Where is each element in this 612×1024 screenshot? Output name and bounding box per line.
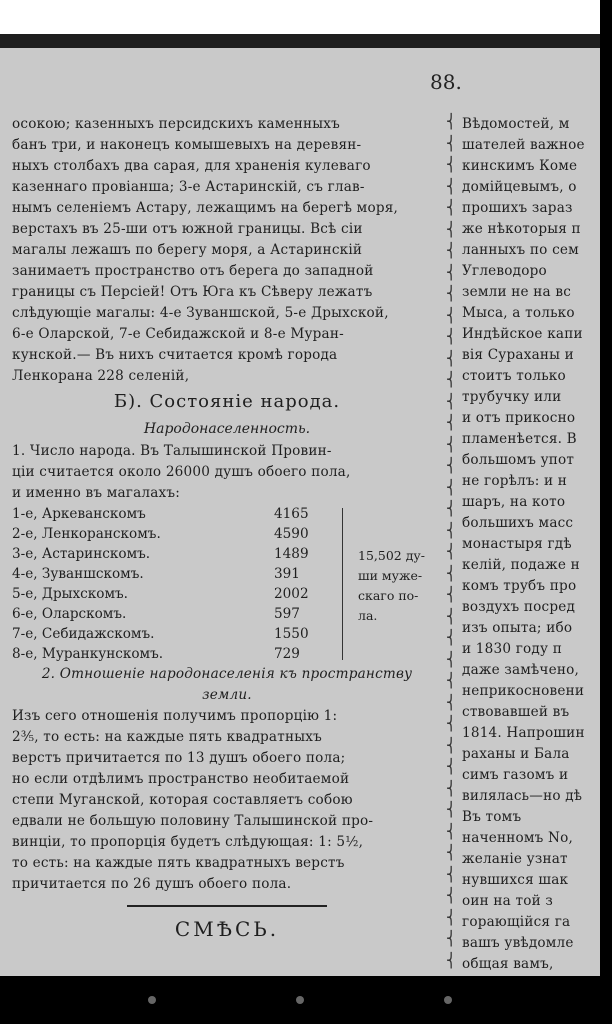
text-line: кунской.— Въ нихъ считается кромѣ города xyxy=(12,347,338,363)
divider-block xyxy=(12,895,442,909)
text-line: неприкосновени xyxy=(462,683,585,699)
text-line: земли не на вс xyxy=(462,284,572,300)
brace-glyph: ⎨ xyxy=(446,673,457,689)
text-line: домійцевымъ, о xyxy=(462,179,577,195)
text-line: нувшихся шак xyxy=(462,872,569,888)
text-line: но если отдѣлимъ пространство необитаемой xyxy=(12,771,350,787)
toolbar-strip xyxy=(0,34,600,48)
text-line: большихъ масс xyxy=(462,515,574,531)
text-block-top xyxy=(12,114,442,387)
table-row xyxy=(12,624,442,644)
text-line: 6-е Оларской, 7-е Себидажской и 8-е Муран- xyxy=(12,326,344,342)
text-line: казеннаго провіанша; 3-е Астаринскій, съ глав- xyxy=(12,179,365,195)
left-column xyxy=(12,114,442,949)
brace-glyph: ⎨ xyxy=(446,393,457,410)
table-row xyxy=(12,524,442,544)
brace-glyph: ⎨ xyxy=(446,501,457,517)
text-line: Вѣдомостей, м xyxy=(462,116,570,132)
population-value: 729 xyxy=(274,646,300,662)
population-value: 2002 xyxy=(274,586,309,602)
brace-glyph: ⎨ xyxy=(446,565,457,582)
text-line: монастыря гдѣ xyxy=(462,536,572,552)
table-note-line: 15,502 ду- xyxy=(358,548,425,563)
population-table xyxy=(12,504,442,664)
paragraph2 xyxy=(12,706,442,895)
nav-back-icon[interactable] xyxy=(148,996,156,1004)
text-line: вія Сураханы и xyxy=(462,347,574,363)
brace-glyph: ⎨ xyxy=(446,544,457,560)
text-line: прошихъ зараз xyxy=(462,200,573,216)
section-title: Б). Состояніе народа. xyxy=(113,391,341,412)
table-note-line: ши муже- xyxy=(358,568,423,583)
district-name: 3-е, Астаринскомъ. xyxy=(12,546,151,562)
table-row xyxy=(12,604,442,624)
brace-glyph: ⎨ xyxy=(446,221,457,238)
text-line: 2. Отношеніе народонаселенія къ пространству xyxy=(41,666,413,682)
text-line: 2⅗, то есть: на каждые пять квадратныхъ xyxy=(12,729,322,745)
brace-glyph: ⎨ xyxy=(446,909,457,926)
text-line: степи Муганской, которая составляетъ собою xyxy=(12,792,353,808)
final-title: СМѢСЬ. xyxy=(174,917,280,941)
brace-glyph: ⎨ xyxy=(446,479,457,496)
district-name: 4-е, Зуваншскомъ. xyxy=(12,566,144,582)
table-note-line: скаго по- xyxy=(358,588,419,603)
text-line: осокою; казенныхъ персидскихъ каменныхъ xyxy=(12,116,340,132)
text-line: земли. xyxy=(202,687,252,703)
text-line: оин на той з xyxy=(462,893,554,909)
text-line: 1814. Напрошин xyxy=(462,725,585,741)
table-row xyxy=(12,504,442,524)
text-line: магалы лежашъ по берегу моря, а Астаринскій xyxy=(12,242,363,258)
text-line: вилялась—но дѣ xyxy=(462,788,583,804)
district-name: 2-е, Ленкоранскомъ. xyxy=(12,526,161,542)
right-column xyxy=(462,114,612,996)
text-line: Изъ сего отношенія получимъ пропорцію 1: xyxy=(12,708,338,724)
text-line: вашъ увѣдомле xyxy=(462,935,574,951)
brace-glyph: ⎨ xyxy=(446,350,457,367)
district-name: 1-е, Аркеванскомъ xyxy=(12,506,146,522)
text-line: и 1830 году п xyxy=(462,641,562,657)
table-row xyxy=(12,644,442,664)
brace-glyph: ⎨ xyxy=(446,888,457,904)
text-line: и отъ прикосно xyxy=(462,410,576,426)
brace-glyph: ⎨ xyxy=(446,587,457,603)
text-line: слѣдующіе магалы: 4-е Зуваншской, 5-е Дрыхской, xyxy=(12,305,389,321)
brace-glyph: ⎨ xyxy=(446,651,457,668)
brace-glyph: ⎨ xyxy=(446,608,457,625)
brace-glyph: ⎨ xyxy=(446,694,457,711)
text-line: верстахъ въ 25-ши отъ южной границы. Всѣ сіи xyxy=(12,221,363,237)
scanned-page xyxy=(0,48,600,976)
brace-glyph: ⎨ xyxy=(446,415,457,431)
text-line: и именно въ магалахъ: xyxy=(12,485,181,501)
text-line: изъ опыта; ибо xyxy=(462,620,573,636)
population-value: 1550 xyxy=(274,626,309,642)
brace-glyph: ⎨ xyxy=(446,372,457,388)
status-bar xyxy=(0,0,600,34)
brace-glyph: ⎨ xyxy=(446,286,457,302)
text-line: стоитъ только xyxy=(462,368,566,384)
paragraph-intro xyxy=(12,441,442,504)
brace-glyph: ⎨ xyxy=(446,178,457,195)
brace-glyph: ⎨ xyxy=(446,952,457,969)
brace-glyph: ⎨ xyxy=(446,716,457,732)
population-value: 4165 xyxy=(274,506,309,522)
text-line: Ленкорана 228 селеній, xyxy=(12,368,190,384)
text-line: банъ три, и наконецъ комышевыхъ на деревян- xyxy=(12,137,362,153)
text-line: же нѣкоторыя п xyxy=(462,221,581,237)
brace-glyph: ⎨ xyxy=(446,802,457,818)
district-name: 7-е, Себидажскомъ. xyxy=(12,626,155,642)
population-value: 597 xyxy=(274,606,300,622)
text-line: винціи, то пропорція будетъ слѣдующая: 1: 5½, xyxy=(12,834,364,850)
text-line: ныхъ столбахъ два сарая, для храненія кулеваго xyxy=(12,158,371,174)
brace-glyph: ⎨ xyxy=(446,157,457,173)
population-value: 1489 xyxy=(274,546,309,562)
text-line: пламенѣется. В xyxy=(462,431,577,447)
text-line: симъ газомъ и xyxy=(462,767,569,783)
text-line: ланныхъ по сем xyxy=(462,242,579,258)
text-line: кинскимъ Коме xyxy=(462,158,578,174)
text-line: Мыса, а только xyxy=(462,305,575,321)
text-line: даже замѣчено, xyxy=(462,662,580,678)
text-line: общая вамъ, xyxy=(462,956,554,972)
brace-glyph: ⎨ xyxy=(446,114,457,130)
column-separator xyxy=(446,114,456,974)
text-line: ствовавшей въ xyxy=(462,704,570,720)
brace-glyph: ⎨ xyxy=(446,522,457,539)
district-name: 6-е, Оларскомъ. xyxy=(12,606,127,622)
nav-home-icon[interactable] xyxy=(296,996,304,1004)
text-line: раханы и Бала xyxy=(462,746,570,762)
text-line: комъ трубъ про xyxy=(462,578,577,594)
brace-glyph: ⎨ xyxy=(446,759,457,775)
brace-glyph: ⎨ xyxy=(446,780,457,797)
text-line: шаръ, на кото xyxy=(462,494,566,510)
text-line: 1. Число народа. Въ Талышинской Провин- xyxy=(12,443,332,459)
paragraph2-title xyxy=(12,664,442,706)
population-value: 391 xyxy=(274,566,300,582)
text-line: келій, подаже н xyxy=(462,557,580,573)
brace-glyph: ⎨ xyxy=(446,737,457,754)
text-line: шателей важное xyxy=(462,137,585,153)
text-line: ціи считается около 26000 душъ обоего пола, xyxy=(12,464,351,480)
page-number: 88. xyxy=(430,70,462,94)
brace-glyph: ⎨ xyxy=(446,866,457,883)
text-line: желаніе узнат xyxy=(462,851,568,867)
nav-recent-icon[interactable] xyxy=(444,996,452,1004)
brace-glyph: ⎨ xyxy=(446,200,457,216)
navigation-bar xyxy=(0,976,600,1024)
text-line: едвали не большую половину Талышинской про- xyxy=(12,813,374,829)
text-line: занимаетъ пространство отъ берега до западной xyxy=(12,263,374,279)
brace-glyph: ⎨ xyxy=(446,243,457,259)
text-line: нымъ селеніемъ Астару, лежащимъ на берегѣ моря, xyxy=(12,200,399,216)
brace-glyph: ⎨ xyxy=(446,264,457,281)
text-line: верстъ причитается по 13 душъ обоего пола; xyxy=(12,750,346,766)
text-line: границы съ Персіей! Отъ Юга къ Сѣверу лежатъ xyxy=(12,284,373,300)
brace-glyph: ⎨ xyxy=(446,329,457,345)
text-line: горающійся га xyxy=(462,914,571,930)
text-line: Индѣйское капи xyxy=(462,326,583,342)
table-note-line: ла. xyxy=(358,608,378,623)
population-value: 4590 xyxy=(274,526,309,542)
text-line: трубучку или xyxy=(462,389,562,405)
district-name: 5-е, Дрыхскомъ. xyxy=(12,586,129,602)
text-line: Въ томъ xyxy=(462,809,522,825)
text-line: наченномъ No, xyxy=(462,830,574,846)
brace-glyph: ⎨ xyxy=(446,823,457,840)
text-line: Углеводоро xyxy=(462,263,547,279)
text-line: не горѣлъ: и н xyxy=(462,473,568,489)
text-line: воздухъ посред xyxy=(462,599,576,615)
brace-glyph: ⎨ xyxy=(446,630,457,646)
brace-glyph: ⎨ xyxy=(446,307,457,324)
text-line: причитается по 26 душъ обоего пола. xyxy=(12,876,292,892)
brace-glyph: ⎨ xyxy=(446,931,457,947)
text-line: большомъ упот xyxy=(462,452,575,468)
subheading: Народонаселенность. xyxy=(143,421,311,437)
brace-glyph: ⎨ xyxy=(446,845,457,861)
divider-rule xyxy=(127,905,327,907)
brace-glyph: ⎨ xyxy=(446,436,457,453)
brace-glyph: ⎨ xyxy=(446,458,457,474)
text-line: то есть: на каждые пять квадратныхъ верстъ xyxy=(12,855,345,871)
brace-glyph: ⎨ xyxy=(446,135,457,152)
district-name: 8-е, Муранкунскомъ. xyxy=(12,646,164,662)
